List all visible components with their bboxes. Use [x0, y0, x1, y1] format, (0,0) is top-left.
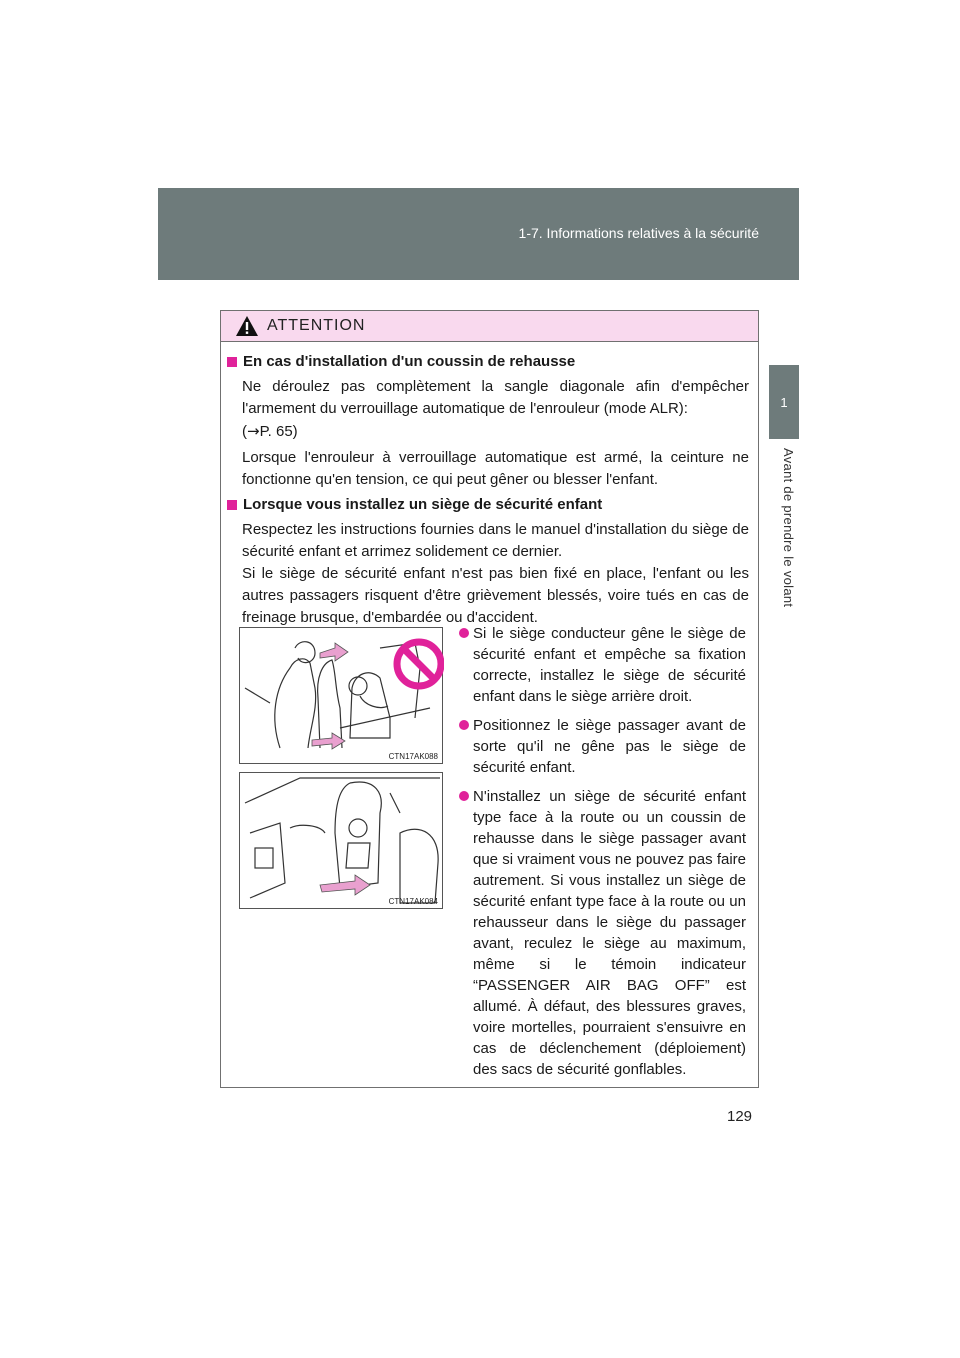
child-seat-behind-driver-icon	[240, 628, 444, 765]
section-title: 1-7. Informations relatives à la sécurité	[518, 225, 759, 241]
round-bullet-icon	[459, 791, 469, 801]
ref-open: (	[242, 423, 247, 440]
bullet-list	[459, 623, 746, 1088]
paragraph-text: Respectez les instructions fournies dans le manuel d'installation du siège de sécurité enfant et arrimez solidement ce dernier.	[242, 521, 749, 560]
paragraph	[225, 519, 754, 629]
chapter-tab	[769, 365, 799, 439]
list-item	[459, 786, 746, 1080]
round-bullet-icon	[459, 628, 469, 638]
section-heading	[225, 495, 754, 515]
page-number: 129	[727, 1108, 753, 1125]
illustrations	[239, 627, 445, 917]
warning-triangle-icon	[235, 315, 259, 337]
list-item	[459, 715, 746, 778]
list-item-text: N'installez un siège de sécurité enfant type face à la route ou un coussin de rehausse dans le siège passager avant que si vraiment vous ne pouvez pas faire autrement. Si vous installez un siège de sécurité enfant type face à la route ou un rehausseur dans le siège du passager avant, reculez le siège au maximum, même si le témoin indicateur “PASSENGER AIR BAG OFF” est allumé. À défaut, des blessures graves, voire mortelles, pourraient s'ensuivre en cas de déclenchement (déploiement) des sacs de sécurité gonflables.	[473, 788, 746, 1078]
list-item	[459, 623, 746, 707]
paragraph	[225, 376, 754, 443]
paragraph-text: Ne déroulez pas complètement la sangle diagonale afin d'empêcher l'armement du verrouillage automatique de l'enrouleur (mode ALR):	[242, 378, 749, 417]
warning-header	[221, 311, 758, 342]
list-item-text: Si le siège conducteur gêne le siège de sécurité enfant et empêche sa fixation correcte, installez le siège de sécurité enfant dans le siège arrière droit.	[473, 625, 746, 705]
header-band	[158, 188, 799, 280]
child-seat-icon	[240, 773, 444, 910]
chapter-label: Avant de prendre le volant	[781, 448, 796, 608]
paragraph: Lorsque l'enrouleur à verrouillage automatique est armé, la ceinture ne fonctionne qu'en tension, ce qui peut gêner ou blesser l'enfant.	[242, 449, 749, 488]
image-code: CTN17AK084	[388, 897, 438, 906]
image-code: CTN17AK088	[388, 752, 438, 761]
list-item-text: Positionnez le siège passager avant de sorte qu'il ne gêne pas le siège de sécurité enfant.	[473, 717, 746, 776]
warning-title: ATTENTION	[267, 317, 366, 334]
illustration-passenger-seat	[239, 772, 443, 909]
square-bullet-icon	[227, 357, 237, 367]
chapter-number: 1	[780, 394, 788, 410]
paragraph-text: Si le siège de sécurité enfant n'est pas bien fixé en place, l'enfant ou les autres passagers risquent d'être grièvement blessés, voire tués en cas de freinage brusque, d'embardée ou d'accident.	[242, 565, 749, 626]
page-reference: P. 65)	[259, 423, 298, 440]
warning-box	[220, 310, 759, 1088]
section-heading	[225, 352, 754, 372]
arrow-icon: →	[247, 422, 260, 440]
heading-text: Lorsque vous installez un siège de sécurité enfant	[243, 496, 603, 513]
illustration-driver-seat	[239, 627, 443, 764]
round-bullet-icon	[459, 720, 469, 730]
warning-content	[221, 342, 758, 629]
square-bullet-icon	[227, 500, 237, 510]
heading-text: En cas d'installation d'un coussin de rehausse	[243, 353, 576, 370]
